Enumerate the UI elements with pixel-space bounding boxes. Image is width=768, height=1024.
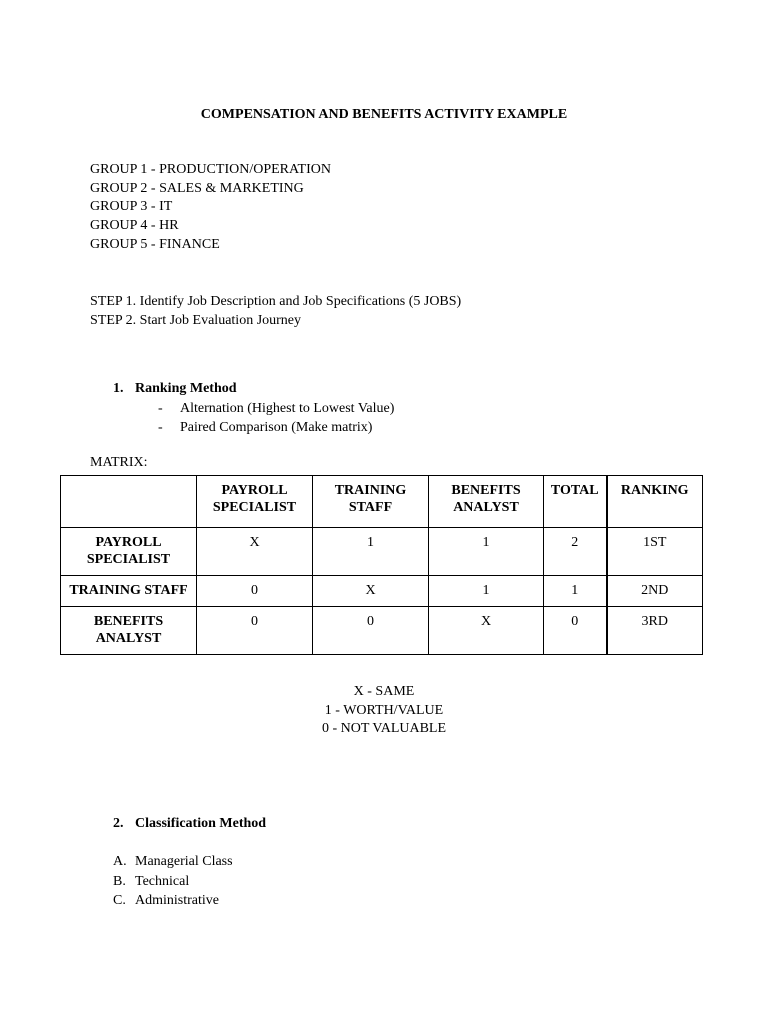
group-item: GROUP 1 - PRODUCTION/OPERATION [90,162,331,177]
paired-comparison-matrix [60,475,703,655]
legend-item: X - SAME [353,684,415,699]
table-cell: 2 [544,528,607,576]
table-cell: 0 [197,607,313,655]
table-cell: 1 [429,576,544,607]
list-item: C. Administrative [113,893,219,908]
row-header: PAYROLL SPECIALIST [61,528,197,576]
column-header: BENEFITS ANALYST [429,476,544,528]
row-header: BENEFITS ANALYST [61,607,197,655]
table-cell: X [197,528,313,576]
legend-item: 0 - NOT VALUABLE [321,721,447,737]
table-row [61,528,703,576]
table-row [61,607,703,655]
table-cell: 1ST [607,528,703,576]
table-cell: 0 [313,607,429,655]
section-2-number: 2. [113,816,124,831]
ranking-method-list [158,400,394,437]
table-cell: 0 [197,576,313,607]
matrix-legend [0,683,768,739]
bullet-marker: - [158,419,163,435]
document-title: COMPENSATION AND BENEFITS ACTIVITY EXAMPLE [200,107,568,122]
table-cell: X [313,576,429,607]
matrix-corner-cell [61,476,197,528]
table-cell: X [429,607,544,655]
step-list [90,293,461,330]
group-item: GROUP 4 - HR [90,218,179,234]
group-list [90,161,331,254]
bullet-marker: - [158,401,163,416]
step-item: STEP 2. Start Job Evaluation Journey [90,312,302,328]
column-header: TOTAL [544,476,607,528]
table-cell: 0 [544,607,607,655]
column-header: RANKING [607,476,703,528]
table-cell: 1 [429,528,544,576]
table-cell: 3RD [607,607,703,655]
table-cell: 1 [313,528,429,576]
group-item: GROUP 3 - IT [90,199,173,215]
table-cell: 1 [544,576,607,607]
list-item: - Paired Comparison (Make matrix) [158,419,394,438]
list-item: - Alternation (Highest to Lowest Value) [158,400,394,419]
column-header: PAYROLL SPECIALIST [197,476,313,528]
section-2-heading [113,816,266,832]
section-1-title: Ranking Method [135,381,237,396]
row-header: TRAINING STAFF [61,576,197,607]
matrix-header-row [61,476,703,528]
list-item: B. Technical [113,873,190,889]
group-item: GROUP 5 - FINANCE [90,236,220,252]
group-item: GROUP 2 - SALES & MARKETING [90,180,304,196]
section-1-heading [113,381,237,397]
list-item: A. Managerial Class [113,854,233,869]
table-row [61,576,703,607]
column-header: TRAINING STAFF [313,476,429,528]
section-2-title: Classification Method [135,816,267,831]
legend-item: 1 - WORTH/VALUE [324,702,444,718]
table-cell: 2ND [607,576,703,607]
section-1-number: 1. [113,381,124,396]
classification-list [113,852,233,911]
matrix-label: MATRIX: [90,455,148,470]
step-item: STEP 1. Identify Job Description and Job Specifications (5 JOBS) [90,294,462,309]
